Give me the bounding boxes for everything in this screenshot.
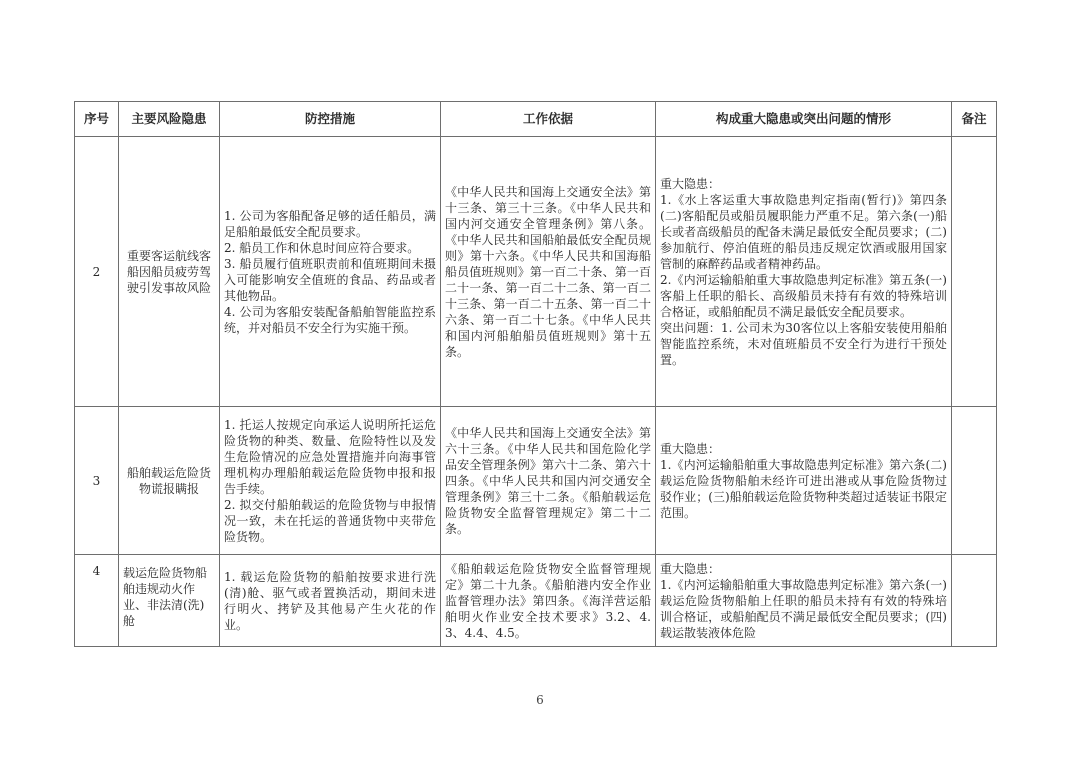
row-number: 3 — [75, 407, 119, 555]
risk-cell: 船舶载运危险货物谎报瞒报 — [119, 407, 220, 555]
table-header-row — [75, 102, 997, 137]
measure-item: 2. 拟交付船舶载运的危险货物与申报情况一致，未在托运的普通货物中夹带危险货物。 — [224, 497, 436, 544]
header-remark: 备注 — [952, 102, 997, 137]
header-measures: 防控措施 — [220, 102, 441, 137]
row-number: 2 — [75, 137, 119, 407]
situation-item: 重大隐患： — [660, 176, 721, 191]
risk-table — [74, 101, 997, 647]
header-risk: 主要风险隐患 — [119, 102, 220, 137]
risk-cell: 重要客运航线客船因船员疲劳驾驶引发事故风险 — [119, 137, 220, 407]
measure-item: 1. 公司为客船配备足够的适任船员，满足船舶最低安全配员要求。 — [224, 208, 436, 239]
remark-cell — [952, 555, 997, 647]
situation-item: 突出问题：1. 公司未为30客位以上客船安装使用船舶智能监控系统，未对值班船员不安全行为进行干预处置。 — [660, 320, 947, 367]
situations-cell — [656, 137, 952, 407]
measures-cell — [220, 137, 441, 407]
situation-item: 1.《水上客运重大事故隐患判定指南(暂行)》第四条(二)客船配员或船员履职能力严重不足。第六条(一)船长或者高级船员的配备未满足最低安全配员要求；(二)参加航行、停泊值班的船员违反规定饮酒或服用国家管制的麻醉药品或者精神药品。 — [660, 192, 947, 271]
situation-item: 1.《内河运输船舶重大事故隐患判定标准》第六条(二)载运危险货物船舶未经许可进出港或从事危险货物过驳作业；(三)船舶载运危险货物种类超过适装证书限定范围。 — [660, 457, 947, 520]
measure-item: 2. 船员工作和休息时间应符合要求。 — [224, 240, 420, 255]
basis-cell — [441, 555, 656, 647]
basis-text: 《中华人民共和国海上交通安全法》第六十三条。《中华人民共和国危险化学品安全管理条例》第六十二条、第六十四条。《中华人民共和国内河交通安全管理条例》第三十二条。《船舶载运危险货物安全监督管理规定》第二十二条。 — [445, 425, 651, 536]
basis-cell — [441, 407, 656, 555]
situation-item: 重大隐患： — [660, 441, 721, 456]
measure-item: 1. 托运人按规定向承运人说明所托运危险货物的种类、数量、危险特性以及发生危险情况的应急处置措施并向海事管理机构办理船舶载运危险货物申报和报告手续。 — [224, 417, 436, 496]
measures-cell — [220, 407, 441, 555]
header-situations: 构成重大隐患或突出问题的情形 — [656, 102, 952, 137]
basis-cell — [441, 137, 656, 407]
basis-text: 《中华人民共和国海上交通安全法》第十三条、第三十三条。《中华人民共和国内河交通安全管理条例》第八条。《中华人民共和国船舶最低安全配员规则》第十六条。《中华人民共和国海船船员值班规则》第一百二十条、第一百二十一条、第一百二十二条、第一百二十三条、第一百二十五条、第一百二十六条、第一百二十七条。《中华人民共和国内河船舶船员值班规则》第十五条。 — [445, 184, 651, 359]
table-row — [75, 555, 997, 647]
measure-item: 4. 公司为客船安装配备船舶智能监控系统，并对船员不安全行为实施干预。 — [224, 304, 436, 335]
remark-cell — [952, 407, 997, 555]
situation-item: 1.《内河运输船舶重大事故隐患判定标准》第六条(一)载运危险货物船舶上任职的船员未持有有效的特殊培训合格证，或船舶配员不满足最低安全配员要求；(四)载运散装液体危险 — [660, 577, 947, 640]
measure-item: 3. 船员履行值班职责前和值班期间未摄入可能影响安全值班的食品、药品或者其他物品。 — [224, 256, 436, 303]
measure-item: 1. 载运危险货物的船舶按要求进行洗(清)舱、驱气或者置换活动，期间未进行明火、拷铲及其他易产生火花的作业。 — [224, 569, 436, 632]
table-row — [75, 137, 997, 407]
page-number: 6 — [536, 693, 544, 707]
measures-cell — [220, 555, 441, 647]
situations-cell — [656, 555, 952, 647]
header-seq: 序号 — [75, 102, 119, 137]
table-row — [75, 407, 997, 555]
remark-cell — [952, 137, 997, 407]
situations-cell — [656, 407, 952, 555]
header-basis: 工作依据 — [441, 102, 656, 137]
situation-item: 2.《内河运输船舶重大事故隐患判定标准》第五条(一)客船上任职的船长、高级船员未持有有效的特殊培训合格证，或船舶配员不满足最低安全配员要求。 — [660, 272, 947, 319]
situation-item: 重大隐患： — [660, 561, 721, 576]
row-number: 4 — [75, 555, 119, 647]
risk-cell: 载运危险货物船舶违规动火作业、非法清(洗)舱 — [119, 555, 220, 647]
basis-text: 《船舶载运危险货物安全监督管理规定》第二十九条。《船舶港内安全作业监督管理办法》第四条。《海洋营运船舶明火作业安全技术要求》3.2、4.3、4.4、4.5。 — [445, 561, 651, 640]
